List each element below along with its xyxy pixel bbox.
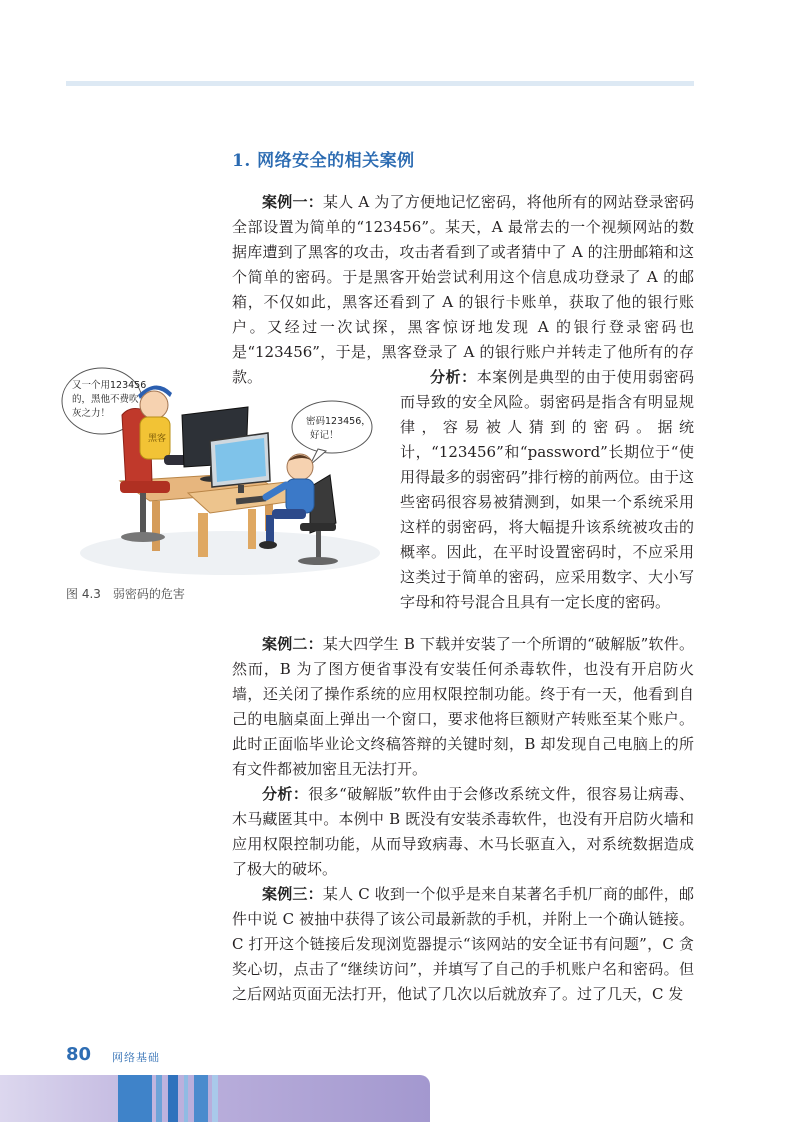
section-title-text: 网络安全的相关案例: [257, 151, 415, 171]
analysis-two-paragraph: [232, 782, 694, 882]
bubble-right-line-1: 密码123456，: [306, 416, 371, 427]
case-three-text: 某人 C 收到一个似乎是来自某著名手机厂商的邮件，邮件中说 C 被抽中获得了该公司最新款的手机，并附上一个确认链接。C 打开这个链接后发现浏览器提示“该网站的安全证书有问题”，C 贪奖心切，点击了“继续访问”，并填写了自己的手机账户名和密码。但之后网站页面无法打开，他试了几次以后就放弃了。过了几天，C 发: [232, 885, 694, 1003]
case-one-paragraph: [232, 190, 694, 390]
footer-stripe: [194, 1075, 208, 1122]
case-one-label: 案例一：: [262, 193, 323, 211]
case-three-paragraph: [232, 882, 694, 1007]
book-title: 网络基础: [112, 1051, 160, 1064]
analysis-one-label: 分析：: [430, 368, 477, 386]
analysis-one-text: 本案例是典型的由于使用弱密码而导致的安全风险。弱密码是指含有明显规律，容易被人猜到的密码。据统计，“123456”和“password”长期位于“使用得最多的弱密码”排行榜的前两位。由于这些密码很容易被猜测到，如果一个系统采用这样的弱密码，将大幅提升该系统被攻击的概率。因此，在平时设置密码时，不应采用这类过于简单的密码，应采用数字、大小写字母和符号混合且具有一定长度的密码。: [400, 368, 694, 611]
cases-two-three-block: [232, 632, 694, 1007]
figure-caption: 图 4.3 弱密码的危害: [66, 587, 185, 601]
footer-stripe: [184, 1075, 188, 1122]
bubble-left-line-2: 的，黑他不费吹: [72, 394, 139, 405]
analysis-two-label: 分析：: [262, 785, 309, 803]
bubble-left-line-3: 灰之力！: [72, 408, 111, 419]
case-three-label: 案例三：: [262, 885, 323, 903]
hacker-shirt-text: 黑客: [148, 434, 167, 444]
case-two-text: 某大四学生 B 下载并安装了一个所谓的“破解版”软件。然而，B 为了图方便省事没有安装任何杀毒软件，也没有开启防火墙，还关闭了操作系统的应用权限控制功能。终于有一天，他看到自己的电脑桌面上弹出一个窗口，要求他将巨额财产转账至某个账户。此时正面临毕业论文终稿答辩的关键时刻，B 却发现自己电脑上的所有文件都被加密且无法打开。: [232, 635, 694, 778]
case-two-label: 案例二：: [262, 635, 323, 653]
case-one-block: [232, 190, 694, 390]
analysis-one-block: [400, 365, 694, 615]
bubble-right-line-2: 好记！: [310, 430, 339, 441]
footer-decorative-band: [0, 1075, 430, 1122]
analysis-two-text: 很多“破解版”软件由于会修改系统文件，很容易让病毒、木马藏匿其中。本例中 B 既没有安装杀毒软件，也没有开启防火墙和应用权限控制功能，从而导致病毒、木马长驱直入，对系统数据造成了极大的破坏。: [232, 785, 694, 878]
footer-stripe: [118, 1075, 152, 1122]
analysis-one-paragraph: [400, 365, 694, 615]
case-two-paragraph: [232, 632, 694, 782]
section-number: 1.: [232, 151, 251, 171]
illustration-svg: [60, 363, 390, 583]
footer-stripe: [156, 1075, 162, 1122]
weak-password-illustration: [60, 363, 390, 583]
page-number: 80: [66, 1044, 92, 1065]
footer-stripe: [212, 1075, 218, 1122]
header-rule: [66, 81, 694, 86]
bubble-left-line-1: 又一个用123456: [72, 380, 147, 391]
footer-stripe: [168, 1075, 178, 1122]
section-heading: [232, 146, 415, 171]
case-one-text: 某人 A 为了方便地记忆密码，将他所有的网站登录密码全部设置为简单的“123456”。某天，A 最常去的一个视频网站的数据库遭到了黑客的攻击，攻击者看到了或者猜中了 A 的注册邮箱和这个简单的密码。于是黑客开始尝试利用这个信息成功登录了 A 的邮箱，不仅如此，黑客还看到了 A 的银行卡账单，获取了他的银行账户。又经过一次试探，黑客惊讶地发现 A 的银行登录密码也是“123456”，于是，黑客登录了 A 的银行账户并转走了他所有的存款。: [232, 193, 694, 386]
